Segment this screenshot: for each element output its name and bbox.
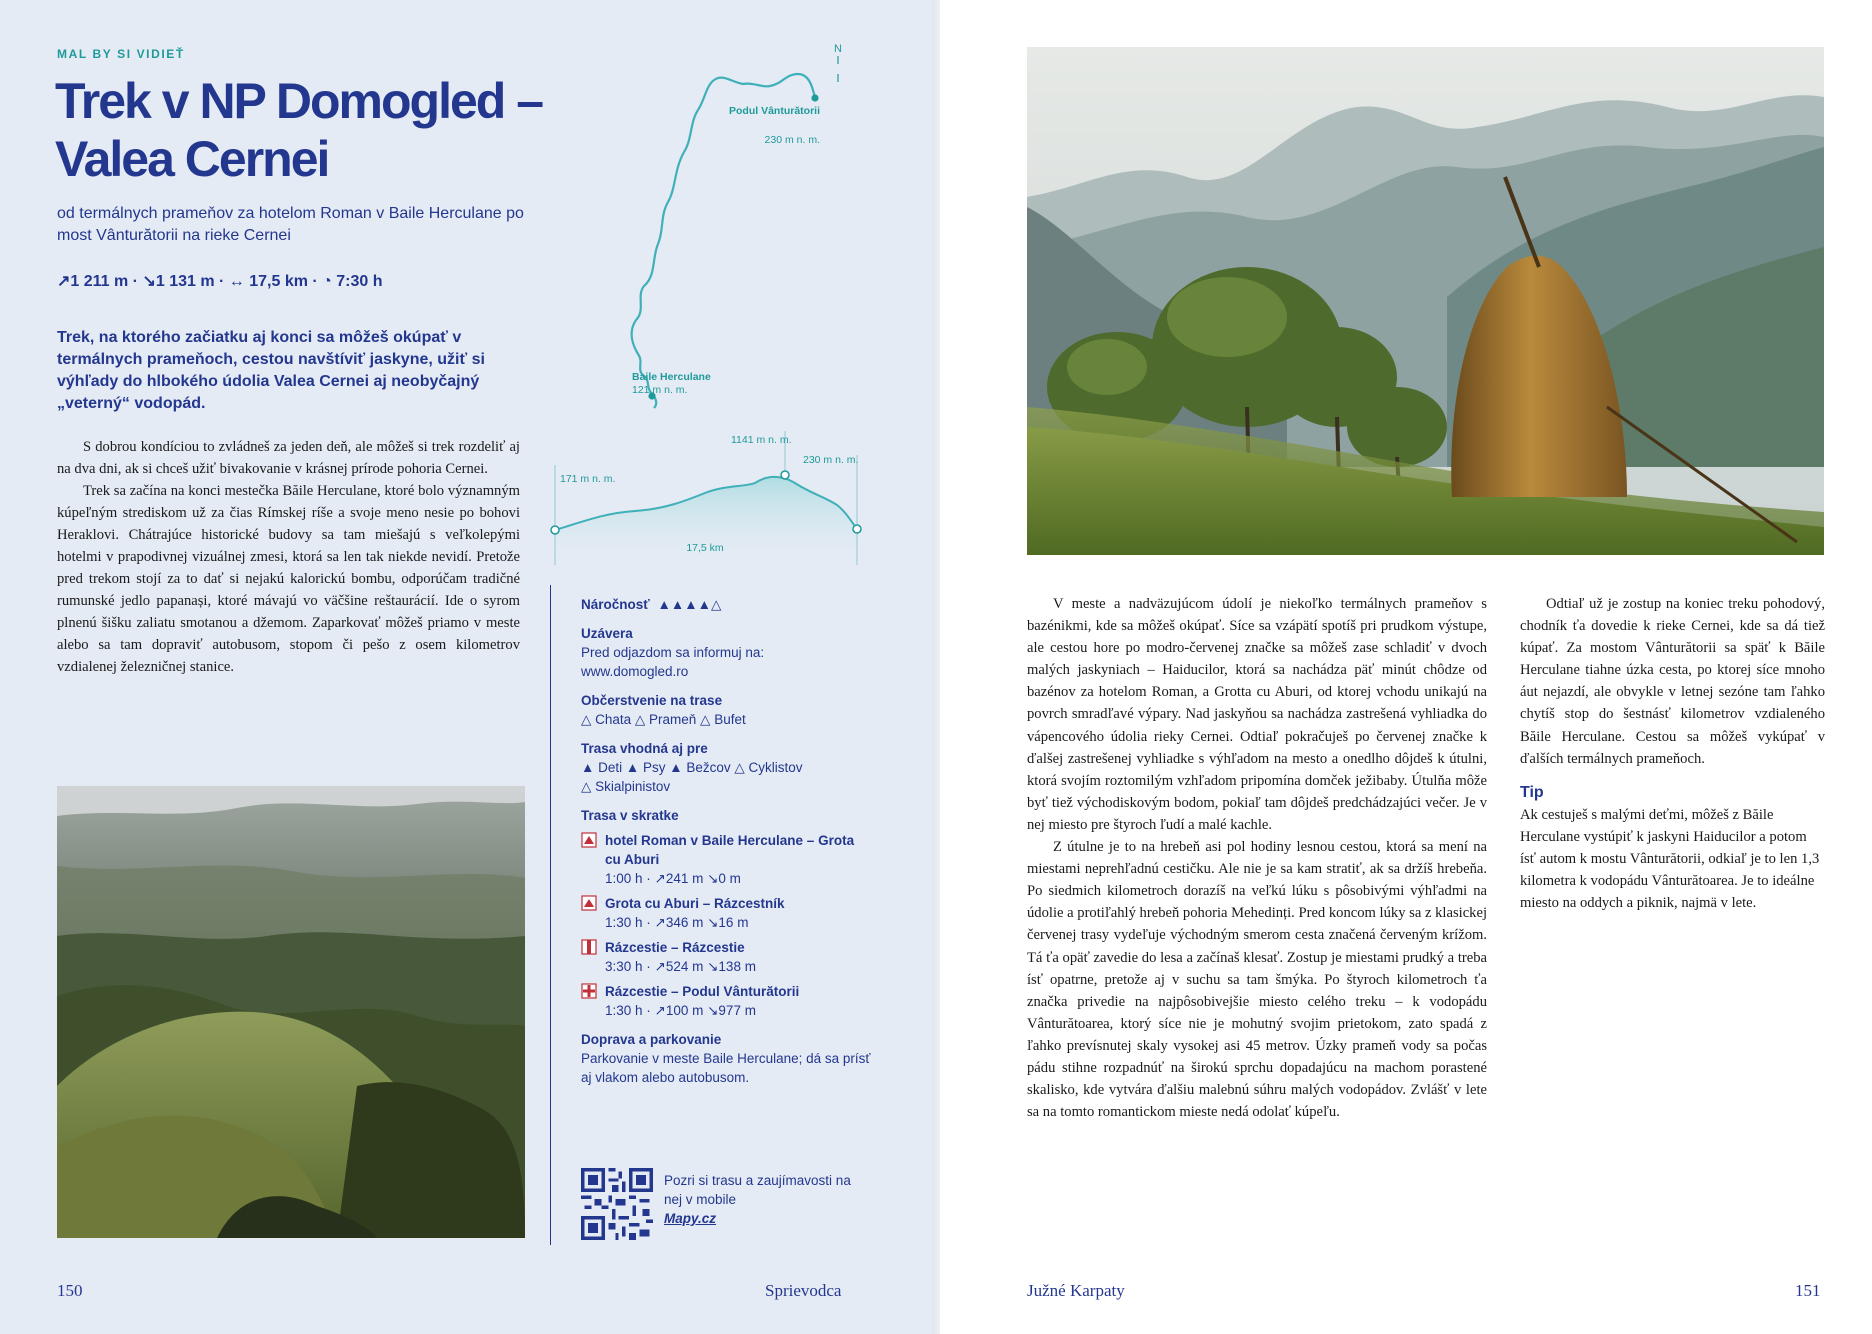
- map-end-alt: 230 m n. m.: [764, 134, 820, 146]
- trek-info-sidebar: [550, 585, 870, 1245]
- tip-heading: Tip: [1520, 783, 1544, 801]
- segment-title: Rázcestie – Rázcestie: [605, 940, 745, 955]
- red-cross-mark-icon: [581, 983, 597, 999]
- segment-title: Grota cu Aburi – Rázcestník: [605, 896, 785, 911]
- transport-text: Parkovanie v meste Baile Herculane; dá sa prísť aj vlakom alebo autobusom.: [581, 1051, 871, 1085]
- route-end-marker: [811, 94, 818, 101]
- trek-stats: ↗1 211 m · ↘1 131 m · ↔ 17,5 km · ◔ 7:30 h: [57, 273, 383, 290]
- segment-title: hotel Roman v Baile Herculane – Grota cu Aburi: [605, 833, 855, 867]
- qr-caption-text: Pozri si trasu a zaujímavosti na nej v mobile: [664, 1173, 851, 1207]
- shelter-marker-icon: [581, 832, 597, 848]
- lead-paragraph: Trek, na ktorého začiatku aj konci sa môžeš okúpať v termálnych prameňoch, cestou navštíviť jaskyne, užiť si výhľady do hlbokého údolia Valea Cernei aj neobyčajný „veterný“ vodopád.: [57, 329, 485, 412]
- running-head-right: Južné Karpaty: [1027, 1281, 1125, 1300]
- suitable-items: ▲ Deti ▲ Psy ▲ Bežcov △ Cyklistov: [581, 760, 803, 775]
- suitable-heading: Trasa vhodná aj pre: [581, 741, 708, 756]
- food-items: △ Chata △ Prameň △ Bufet: [581, 712, 746, 727]
- body-column-2: [1520, 593, 1825, 914]
- route-segment: [581, 938, 871, 976]
- food-heading: Občerstvenie na trase: [581, 693, 723, 708]
- map-start-alt: 121 m n. m.: [632, 384, 688, 396]
- difficulty-row: [581, 595, 871, 614]
- cave-marker-icon: [581, 895, 597, 911]
- article-title: Trek v NP Domogled – Valea Cernei: [55, 73, 543, 187]
- closure-link[interactable]: www.domogled.ro: [581, 664, 689, 679]
- tip-text: Ak cestuješ s malými deťmi, môžeš z Băile Herculane vystúpiť k jaskyni Haiducilor a potom ísť autom k mostu Vânturătorii, odkiaľ je to len 1,3 kilometra k vodopádu Vânturătoarea. Je to ideálne miesto na oddych a piknik, najmä v lete.: [1520, 806, 1820, 912]
- mapy-cz-link[interactable]: Mapy.cz: [664, 1211, 717, 1226]
- route-segment: [581, 831, 871, 888]
- profile-end-alt: 230 m n. m.: [803, 454, 859, 466]
- route-segment: [581, 982, 871, 1020]
- map-end-name: Podul Vânturătorii: [728, 105, 820, 117]
- route-line: [632, 74, 815, 408]
- profile-distance: 17,5 km: [686, 542, 724, 554]
- profile-peak-alt: 1141 m n. m.: [731, 434, 792, 446]
- body-paragraph: V meste a nadväzujúcom údolí je niekoľko termálnych prameňov s bazénikmi, kde sa môžeš okúpať. Síce sa vzápätí spotíš pri prudkom výstupe, ale cestou hore po modro-červenej značke sa môžeš zase schladiť v dvoch malých jaskyniach – Haiducilor, ktorá sa nachádza päť minút chôdze od bazénov za hotelom Roman, a Grotta cu Aburi, od ktorej vchodu unikajú na povrch smradľavé výpary. Nad jaskyňou sa nachádza zastrešená vyhliadka do vápencového údolia rieky Cernei. Odtiaľ pokračuješ po červenej značke k ďalšej zastrešenej vyhliadke s výhľadom na mesto a onedlho dôjdeš k útulni, ktorá svojím roztomilým vzhľadom pripomína domček ježibaby. Útulňa môže byť tiež východiskovým bodom, pokiaľ tam dôjdeš predchádzajúci večer. Je v nej miesto pre štyroch ľudí a malé kachle.: [1027, 596, 1487, 833]
- trail-mark-icon: [581, 939, 597, 955]
- segment-stats: 1:30 h · ↗100 m ↘977 m: [605, 1003, 756, 1018]
- north-label: N: [834, 43, 842, 55]
- suitable-items: △ Skialpinistov: [581, 779, 671, 794]
- difficulty-label: Náročnosť: [581, 597, 650, 612]
- segment-stats: 1:30 h · ↗346 m ↘16 m: [605, 915, 749, 930]
- closure-text: Pred odjazdom sa informuj na:: [581, 645, 765, 660]
- route-segment: [581, 894, 871, 932]
- body-paragraph: Trek sa začína na konci mestečka Băile Herculane, ktoré bolo významným kúpeľným strediskom už za čias Rímskej ríše a svoje meno nesie po bohovi Heraklovi. Chátrajúce historické budovy sa tam miešajú s veľkolepými hotelmi v prapodivnej vizuálnej zmesi, ktorá sa len tak niekde nevidí. Pretože pred trekom stojí za to dať si nejakú kalorickú bombu, odporúčam tradičné rumunské jedlo papanași, ktoré mávajú vo väčšine reštaurácií. Ide o syrom plnenú šišku zaliatu smotanou a džemom. Zaparkovať môžeš priamo v meste alebo sa tam dopraviť autobusom, stopom či pešo z osem kilometrov vzdialenej železničnej stanice.: [57, 483, 520, 675]
- haystack-landscape-photo: [1027, 47, 1824, 555]
- mountain-ridge-photo: [57, 786, 525, 1238]
- segment-stats: 3:30 h · ↗524 m ↘138 m: [605, 959, 756, 974]
- elevation-profile: [545, 425, 865, 565]
- article-subtitle: od termálnych prameňov za hotelom Roman v Baile Herculane po most Vânturătorii na rieke Cernei: [57, 205, 524, 244]
- map-start-name: Baile Herculane: [632, 371, 711, 383]
- body-text-left: [57, 436, 520, 678]
- body-paragraph: S dobrou kondíciou to zvládneš za jeden deň, ale môžeš si trek rozdeliť aj na dva dni, ak si chceš užiť bivakovanie v krásnej prírode pohoria Cernei.: [57, 439, 520, 477]
- qr-code-icon[interactable]: [581, 1168, 653, 1240]
- transport-heading: Doprava a parkovanie: [581, 1032, 722, 1047]
- summary-heading: Trasa v skratke: [581, 808, 679, 823]
- body-column-1: [1027, 593, 1487, 1123]
- body-paragraph: Z útulne je to na hrebeň asi pol hodiny lesnou cestou, ktorá sa mení na miestami neprehľadnú cestičku. Ale nie je sa kam stratiť, ak sa držíš hrebeňa. Po siedmich kilometroch dorazíš na veľkú lúku s pôsobivými výhľadmi na údolie a protiľahlý hrebeň pohoria Mehedinți. Pred koncom lúky sa z klasickej červenej trasy vydeľuje východným smerom cesta značená červeným krížom. Tá ťa opäť zavedie do lesa a začínaš klesať. Zostup je miestami prudký a treba ísť opatrne, pretože aj v suchu sa tam šmýka. Po štyroch kilometroch ťa značka privedie na najpôsobivejšie miesto celého treku – k vodopádu Vânturătoarea, ktorý síce nie je mohutný svojim prietokom, zato spadá z ľahko prevísnutej skaly vysokej asi 45 metrov. Úzky prameň vody sa počas pádu stihne rozpadnúť na širokú sprchu dopadajúcu na machom porastené skalisko, kde vytvára ďalšiu malebnú súhru malých vodopádov. Zvlášť v lete sa na tomto romantickom mieste nedá odolať kúpeľu.: [1027, 839, 1487, 1121]
- segment-title: Rázcestie – Podul Vânturătorii: [605, 984, 800, 999]
- section-kicker: MAL BY SI VIDIEŤ: [57, 47, 185, 61]
- body-paragraph: Odtiaľ už je zostup na koniec treku pohodový, chodník ťa dovedie k rieke Cernei, kde sa dá tiež kúpať. Za mostom Vânturătorii sa späť k Băile Herculane tiahne úzka cesta, po ktorej síce mnoho áut nejazdí, ale obvykle v letnej sezóne tam ľahko chytíš stop do šestnásť kilometrov vzdialeného Băile Herculane. Cestou sa môžeš vykúpať v ďalších termálnych prameňoch.: [1520, 596, 1825, 767]
- difficulty-rating: ▲▲▲▲△: [657, 597, 722, 612]
- page-number-right: 151: [1795, 1281, 1821, 1300]
- closure-heading: Uzávera: [581, 626, 633, 641]
- compass-north-icon: [834, 43, 842, 82]
- page-number-left: 150: [57, 1281, 83, 1300]
- qr-caption: [664, 1171, 864, 1228]
- segment-stats: 1:00 h · ↗241 m ↘0 m: [605, 871, 741, 886]
- profile-start-alt: 171 m n. m.: [560, 473, 616, 485]
- route-map: [540, 40, 860, 420]
- running-head-left: Sprievodca: [765, 1281, 842, 1300]
